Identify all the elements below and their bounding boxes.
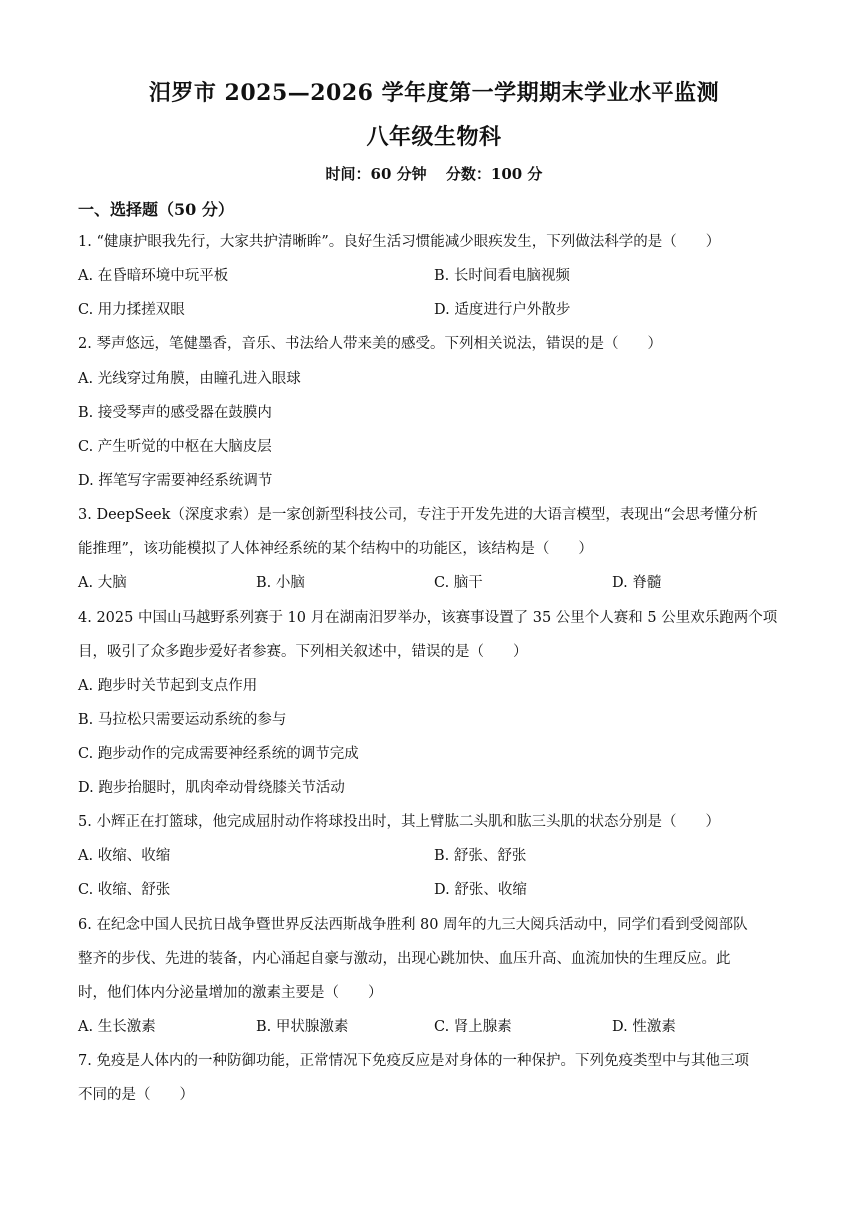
question-1-stem: 1. “健康护眼我先行，大家共护清晰眸”。良好生活习惯能减少眼疾发生，下列做法科学的是（ ） xyxy=(78,234,721,250)
question-2-option-c: C. 产生听觉的中枢在大脑皮层 xyxy=(78,439,272,455)
question-5-option-c: C. 收缩、舒张 xyxy=(78,882,171,898)
question-4-stem-line-2: 目，吸引了众多跑步爱好者参赛。下列相关叙述中，错误的是（ ） xyxy=(78,644,528,660)
question-3-stem-line-2: 能推理”，该功能模拟了人体神经系统的某个结构中的功能区，该结构是（ ） xyxy=(78,541,593,557)
exam-score: 分数：100 分 xyxy=(445,165,543,183)
question-7-stem-line-1: 7. 免疫是人体内的一种防御功能，正常情况下免疫反应是对身体的一种保护。下列免疫类型中与其他三项 xyxy=(78,1053,749,1069)
question-6-option-a: A. 生长激素 xyxy=(78,1019,156,1035)
question-1-option-c: C. 用力揉搓双眼 xyxy=(78,302,185,318)
question-2-option-d: D. 挥笔写字需要神经系统调节 xyxy=(78,473,273,489)
exam-title: 汨罗市 2025—2026 学年度第一学期期末学业水平监测 xyxy=(148,80,720,106)
question-1-option-b: B. 长时间看电脑视频 xyxy=(434,268,570,284)
question-5-stem: 5. 小辉正在打篮球，他完成屈肘动作将球投出时，其上臂肱二头肌和肱三头肌的状态分别是（ ） xyxy=(78,814,720,830)
question-1-option-d: D. 适度进行户外散步 xyxy=(434,302,571,318)
question-3-option-c: C. 脑干 xyxy=(434,575,483,591)
question-1-option-a: A. 在昏暗环境中玩平板 xyxy=(78,268,229,284)
question-4-option-a: A. 跑步时关节起到支点作用 xyxy=(78,678,258,694)
question-5-option-b: B. 舒张、舒张 xyxy=(434,848,527,864)
question-2-option-a: A. 光线穿过角膜，由瞳孔进入眼球 xyxy=(78,371,301,387)
question-4-option-d: D. 跑步抬腿时，肌肉牵动骨绕膝关节活动 xyxy=(78,780,345,796)
question-4-option-b: B. 马拉松只需要运动系统的参与 xyxy=(78,712,287,728)
question-6-option-b: B. 甲状腺激素 xyxy=(256,1019,349,1035)
question-3-option-d: D. 脊髓 xyxy=(612,575,662,591)
exam-meta xyxy=(0,163,868,184)
question-7-stem-line-2: 不同的是（ ） xyxy=(78,1087,194,1103)
question-4-option-c: C. 跑步动作的完成需要神经系统的调节完成 xyxy=(78,746,359,762)
section-heading: 一、选择题（50 分） xyxy=(78,200,234,219)
question-3-stem-line-1: 3. DeepSeek（深度求索）是一家创新型科技公司，专注于开发先进的大语言模型，表现出“会思考懂分析 xyxy=(78,507,758,523)
question-5-option-a: A. 收缩、收缩 xyxy=(78,848,171,864)
question-6-option-c: C. 肾上腺素 xyxy=(434,1019,512,1035)
exam-subtitle: 八年级生物科 xyxy=(366,124,502,150)
question-3-option-a: A. 大脑 xyxy=(78,575,127,591)
question-6-stem-line-3: 时，他们体内分泌量增加的激素主要是（ ） xyxy=(78,985,383,1001)
question-5-option-d: D. 舒张、收缩 xyxy=(434,882,527,898)
question-3-option-b: B. 小脑 xyxy=(256,575,305,591)
exam-time: 时间：60 分钟 xyxy=(325,165,427,183)
question-4-stem-line-1: 4. 2025 中国山马越野系列赛于 10 月在湖南汨罗举办，该赛事设置了 35 公里个人赛和 5 公里欢乐跑两个项 xyxy=(78,610,778,626)
question-2-option-b: B. 接受琴声的感受器在鼓膜内 xyxy=(78,405,272,421)
question-2-stem: 2. 琴声悠远，笔健墨香，音乐、书法给人带来美的感受。下列相关说法，错误的是（ ） xyxy=(78,336,662,352)
question-6-stem-line-1: 6. 在纪念中国人民抗日战争暨世界反法西斯战争胜利 80 周年的九三大阅兵活动中，同学们看到受阅部队 xyxy=(78,917,748,933)
question-6-option-d: D. 性激素 xyxy=(612,1019,676,1035)
question-6-stem-line-2: 整齐的步伐、先进的装备，内心涌起自豪与激动，出现心跳加快、血压升高、血流加快的生理反应。此 xyxy=(78,951,731,967)
